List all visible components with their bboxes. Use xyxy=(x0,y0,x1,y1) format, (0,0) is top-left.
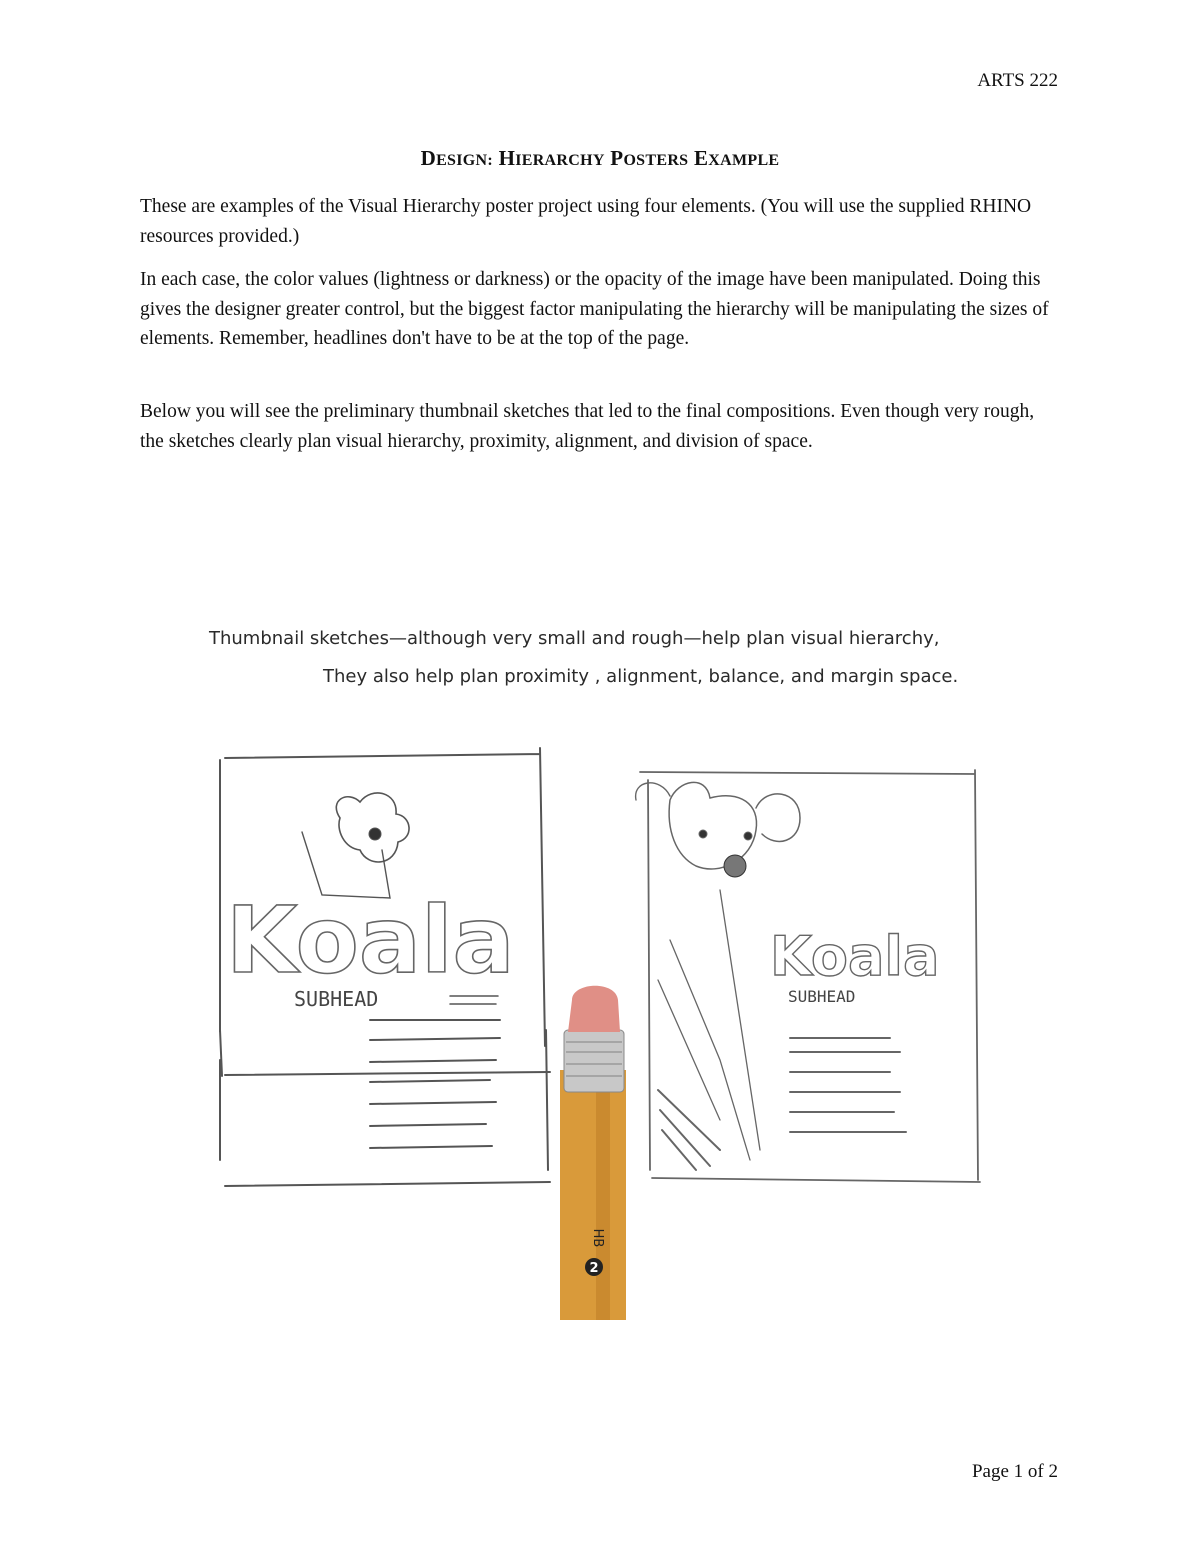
title-initial: E xyxy=(693,146,709,170)
left-thumbnail-sketch xyxy=(220,748,550,1148)
title-initial: H xyxy=(498,146,516,170)
paragraph-text: Below you will see the preliminary thumbnail sketches that led to the final compositions. Even though very rough, the sketches clearly plan visual hierarchy, proximity, alignment, and division of space. xyxy=(140,401,1035,452)
thumbnail-sketches-figure xyxy=(200,620,1000,1340)
sketches-paragraph xyxy=(140,397,1062,456)
title-word: ESIGN: xyxy=(436,152,493,169)
right-thumbnail-sketch xyxy=(636,770,980,1182)
right-sketch-headline: Koala xyxy=(770,925,940,988)
paragraph-text: These are examples of the Visual Hierarchy poster project using four elements. (You will use the supplied RHINO resources provided.) xyxy=(140,196,1032,247)
figure-caption-line2: They also help plan proximity , alignment, balance, and margin space. xyxy=(323,666,959,687)
title-word: XAMPLE xyxy=(708,152,780,169)
page-title xyxy=(0,146,1200,171)
intro-paragraph xyxy=(140,192,1062,251)
title-initial: D xyxy=(420,146,437,170)
page-number: Page 1 of 2 xyxy=(971,1461,1058,1482)
course-code: ARTS 222 xyxy=(977,70,1058,91)
pencil-grade: HB xyxy=(590,1228,605,1248)
left-sketch-subhead: SUBHEAD xyxy=(294,987,379,1011)
figure-caption-line1: Thumbnail sketches—although very small and rough—help plan visual hierarchy, xyxy=(209,628,940,649)
left-sketch-headline: Koala xyxy=(226,887,515,994)
title-word: OSTERS xyxy=(623,152,689,169)
pencil-number: 2 xyxy=(589,1261,599,1276)
title-word: IERARCHY xyxy=(515,152,605,169)
paragraph-text: In each case, the color values (lightness or darkness) or the opacity of the image have been manipulated. Doing this gives the designer greater control, but the biggest factor manipulating the hierarchy will be manipulating the sizes of elements. Remember, headlines don't have to be at the top of the page. xyxy=(140,269,1049,349)
values-paragraph xyxy=(140,265,1062,354)
title-initial: P xyxy=(610,146,624,170)
right-sketch-subhead: SUBHEAD xyxy=(788,987,856,1006)
sketches-photo xyxy=(200,730,1000,1330)
pencil-image xyxy=(560,986,626,1320)
